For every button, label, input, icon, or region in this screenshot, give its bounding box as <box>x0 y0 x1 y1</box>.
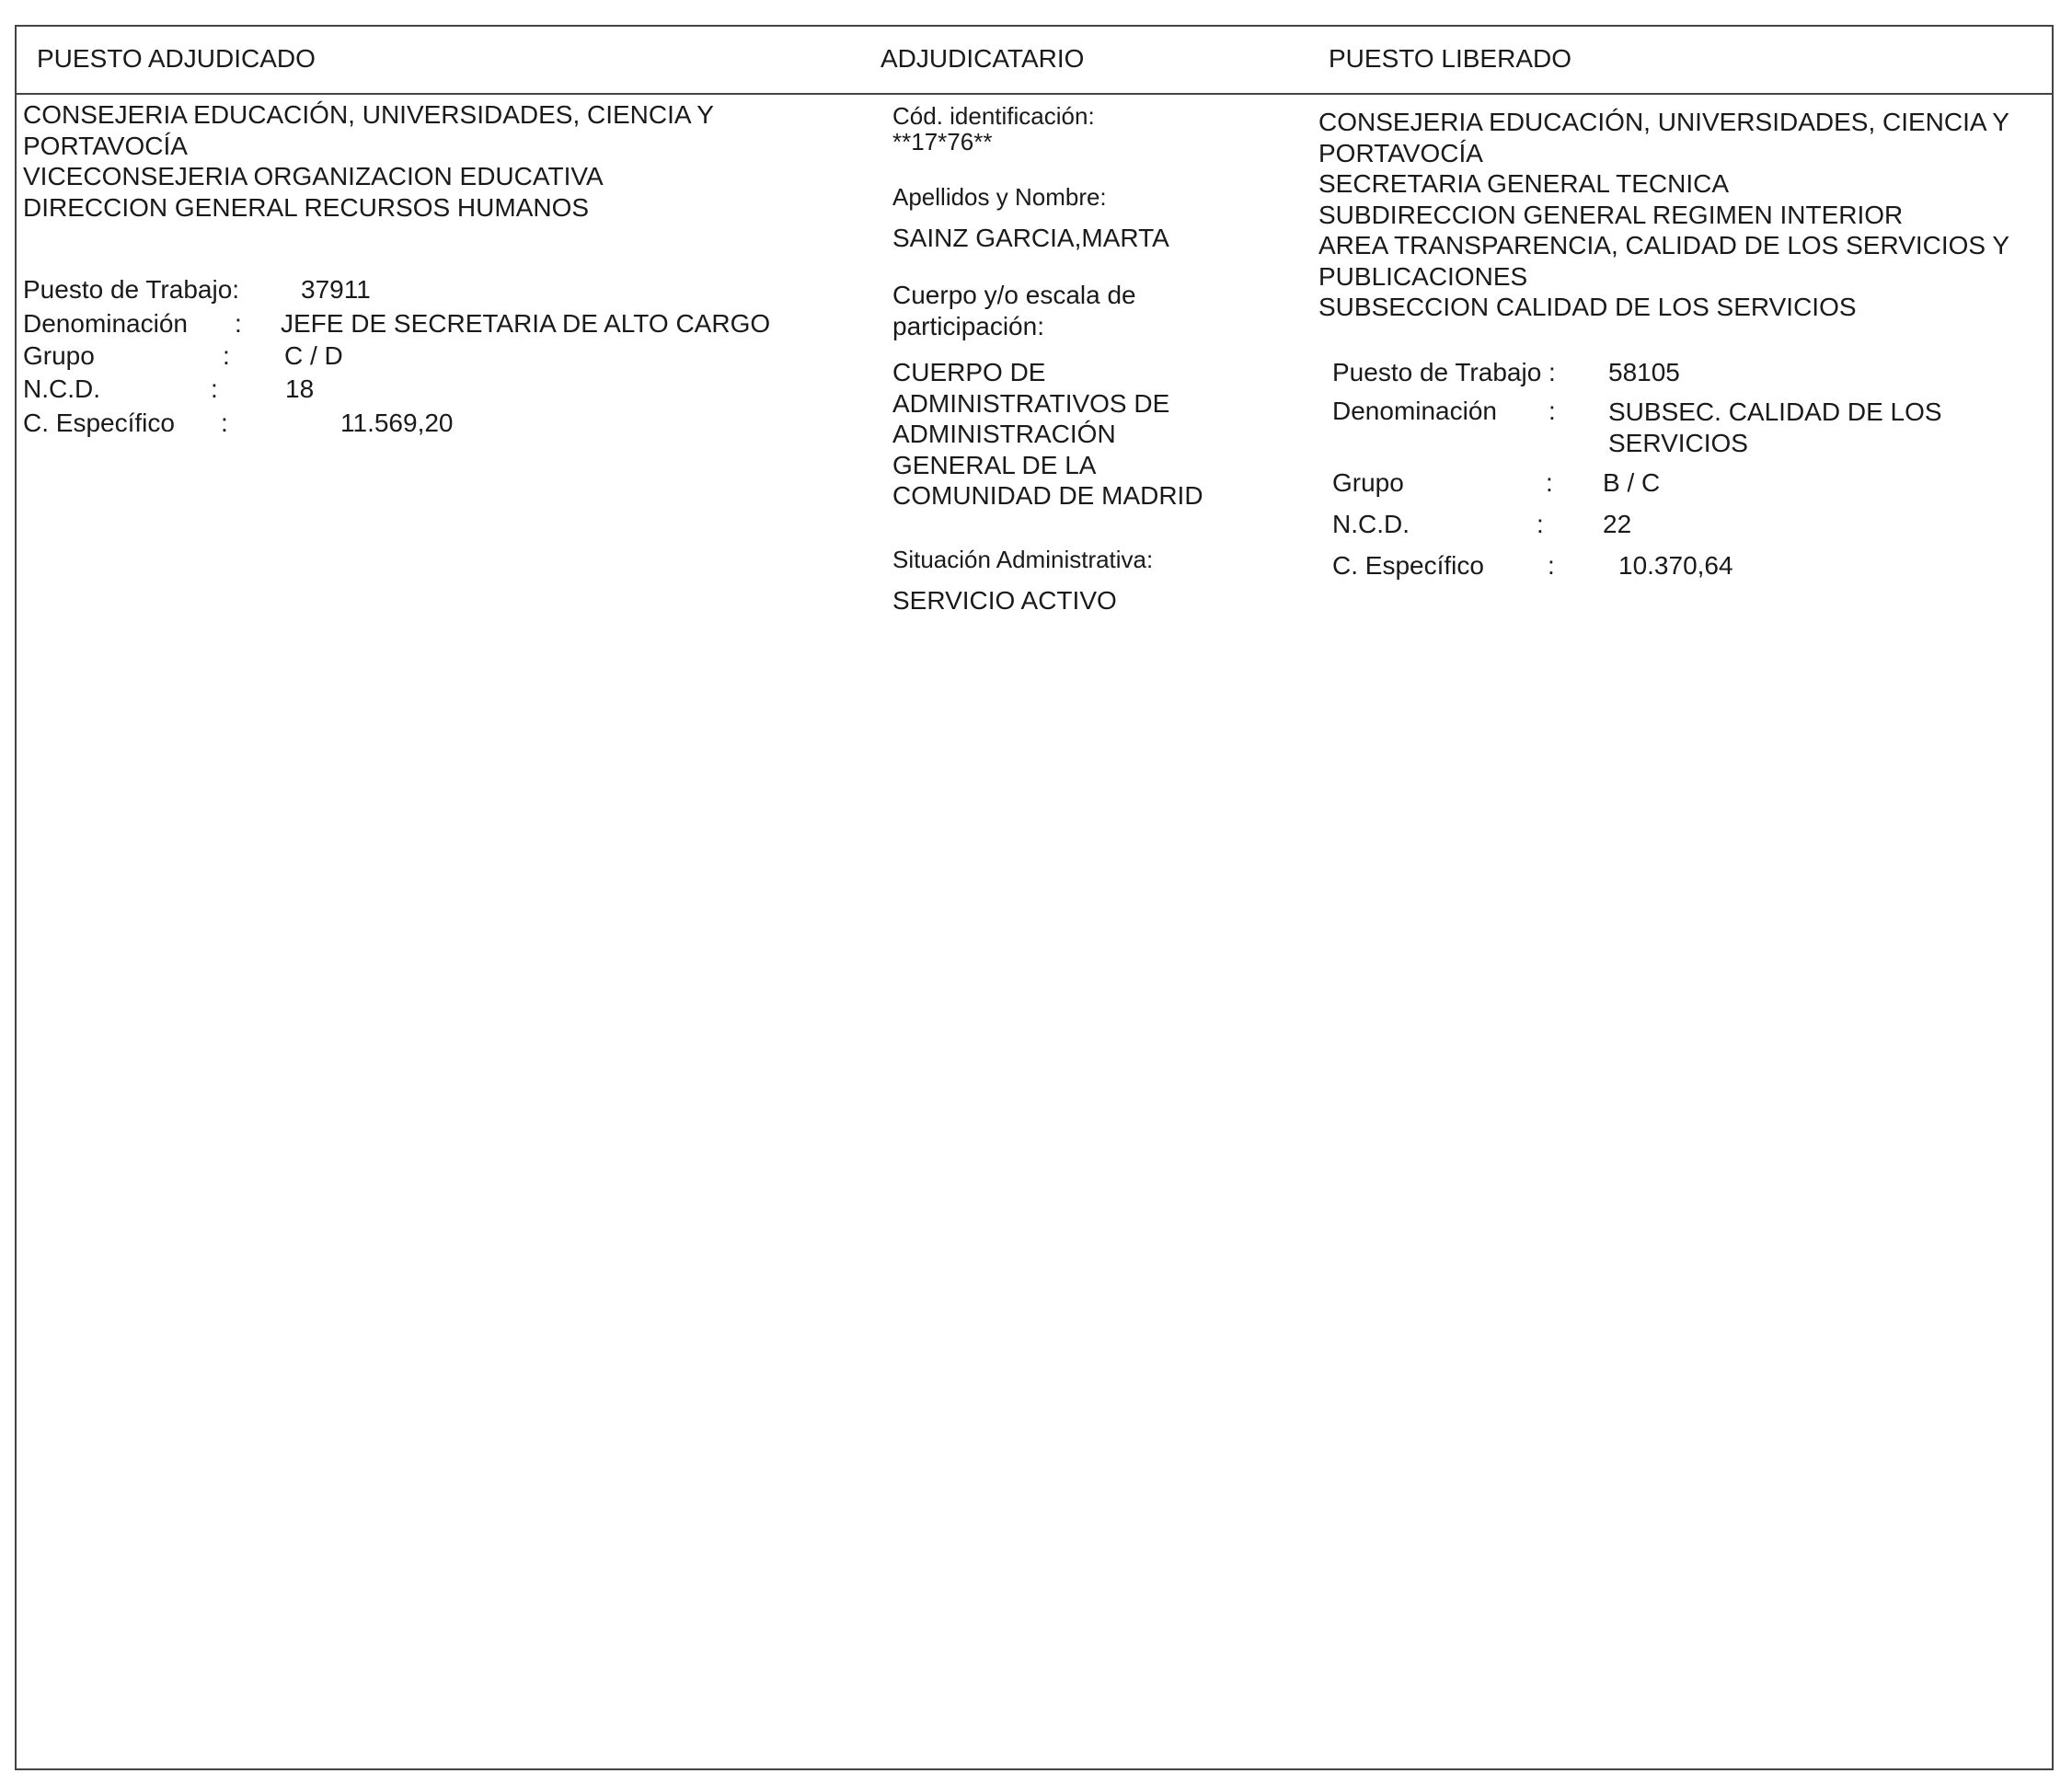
header-puesto-adjudicado: PUESTO ADJUDICADO <box>37 44 316 73</box>
adjudicatario-nombre-value: SAINZ GARCIA,MARTA <box>892 224 1169 252</box>
liberado-denominacion-value-line: SUBSEC. CALIDAD DE LOS <box>1608 397 1942 426</box>
colon: : <box>221 409 228 437</box>
colon: : <box>1548 551 1555 580</box>
liberado-denominacion-value <box>1608 397 1942 458</box>
adjudicado-puesto-label: Puesto de Trabajo: <box>23 275 240 304</box>
colon: : <box>1537 510 1544 538</box>
adjudicado-org-line: DIRECCION GENERAL RECURSOS HUMANOS <box>23 192 590 222</box>
adjudicatario-cuerpo-value-line: GENERAL DE LA <box>892 450 1097 479</box>
adjudicatario-cuerpo-label <box>892 280 1136 341</box>
liberado-org-line: CONSEJERIA EDUCACIÓN, UNIVERSIDADES, CIENCIA Y <box>1318 108 2009 136</box>
adjudicatario-cuerpo-value-line: ADMINISTRACIÓN <box>892 420 1116 448</box>
header-adjudicatario: ADJUDICATARIO <box>881 44 1085 73</box>
header-puesto-liberado: PUESTO LIBERADO <box>1329 44 1572 73</box>
adjudicatario-cuerpo-label-line: participación: <box>892 311 1044 340</box>
liberado-grupo-value: B / C <box>1603 468 1661 497</box>
adjudicatario-cuerpo-value-line: COMUNIDAD DE MADRID <box>892 481 1203 510</box>
adjudicado-ncd-value: 18 <box>285 374 315 403</box>
colon: : <box>1546 468 1553 497</box>
adjudicado-org-line: CONSEJERIA EDUCACIÓN, UNIVERSIDADES, CIENCIA Y <box>23 100 714 129</box>
liberado-ncd-label: N.C.D. <box>1332 510 1410 538</box>
liberado-org-line: PORTAVOCÍA <box>1318 138 1483 167</box>
colon: : <box>211 374 218 403</box>
adjudicatario-situacion-value: SERVICIO ACTIVO <box>892 586 1117 615</box>
document-frame <box>15 25 2054 1770</box>
adjudicado-denominacion-label: Denominación <box>23 309 188 338</box>
liberado-puesto-value: 58105 <box>1608 358 1680 386</box>
adjudicado-puesto-value: 37911 <box>301 275 371 304</box>
adjudicado-organization <box>23 99 714 223</box>
liberado-org-line: PUBLICACIONES <box>1318 261 1528 291</box>
adjudicatario-situacion-label: Situación Administrativa: <box>892 546 1154 573</box>
liberado-org-line: SUBSECCION CALIDAD DE LOS SERVICIOS <box>1318 293 1857 321</box>
liberado-org-line: AREA TRANSPARENCIA, CALIDAD DE LOS SERVICIOS Y <box>1318 231 2010 259</box>
liberado-org-line: SECRETARIA GENERAL TECNICA <box>1318 169 1730 198</box>
liberado-grupo-label: Grupo <box>1332 468 1404 497</box>
adjudicado-org-line: VICECONSEJERIA ORGANIZACION EDUCATIVA <box>23 162 604 190</box>
liberado-ncd-value: 22 <box>1603 510 1632 538</box>
adjudicado-ncd-label: N.C.D. <box>23 374 100 403</box>
liberado-denominacion-label: Denominación <box>1332 397 1497 425</box>
adjudicatario-cod-value: **17*76** <box>892 128 993 155</box>
adjudicado-grupo-label: Grupo <box>23 341 95 370</box>
colon: : <box>235 309 242 338</box>
adjudicado-especifico-value: 11.569,20 <box>340 409 454 437</box>
adjudicado-grupo-value: C / D <box>284 341 343 370</box>
liberado-especifico-label: C. Específico <box>1332 551 1484 580</box>
adjudicado-especifico-label: C. Específico <box>23 409 175 437</box>
adjudicatario-nombre-label: Apellidos y Nombre: <box>892 183 1107 211</box>
adjudicado-denominacion-value: JEFE DE SECRETARIA DE ALTO CARGO <box>281 309 771 338</box>
liberado-especifico-value: 10.370,64 <box>1618 551 1733 580</box>
adjudicatario-cuerpo-value <box>892 357 1203 512</box>
liberado-org-line: SUBDIRECCION GENERAL REGIMEN INTERIOR <box>1318 200 1904 229</box>
liberado-puesto-label: Puesto de Trabajo : <box>1332 358 1556 386</box>
adjudicatario-cuerpo-label-line: Cuerpo y/o escala de <box>892 281 1136 309</box>
header-divider <box>17 93 2052 95</box>
adjudicado-org-line: PORTAVOCÍA <box>23 131 188 160</box>
adjudicatario-cuerpo-value-line: ADMINISTRATIVOS DE <box>892 388 1170 418</box>
adjudicatario-cuerpo-value-line: CUERPO DE <box>892 358 1046 386</box>
colon: : <box>223 341 230 370</box>
liberado-organization <box>1318 107 2009 323</box>
liberado-denominacion-value-line: SERVICIOS <box>1608 428 1748 457</box>
colon: : <box>1548 397 1556 425</box>
adjudicatario-cod-label: Cód. identificación: <box>892 102 1095 130</box>
